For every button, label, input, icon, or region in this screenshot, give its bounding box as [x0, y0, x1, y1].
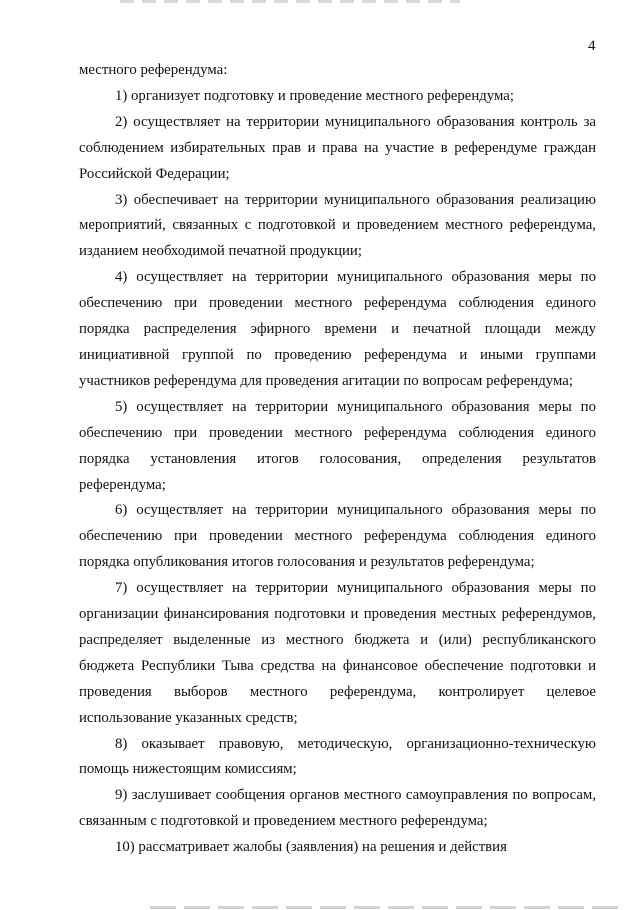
- page-number: 4: [588, 38, 596, 54]
- document-body: [79, 58, 596, 861]
- list-item-8: 8) оказывает правовую, методическую, организационно-техническую помощь нижестоящим комиссиям;: [79, 735, 596, 778]
- paragraph-continuation: местного референдума:: [79, 62, 228, 78]
- scan-artifact-bottom: [150, 906, 620, 909]
- list-item-9: 9) заслушивает сообщения органов местного самоуправления по вопросам, связанным с подготовкой и проведением местного референдума;: [79, 787, 596, 830]
- list-item-7: 7) осуществляет на территории муниципального образования меры по организации финансирования подготовки и проведения местных референдумов, распределяет выделенные из местного бюджета и (или) республиканского бюджета Республики Тыва средства на финансовое обеспечение подготовки и проведения выборов местного референдума, контролирует целевое использование указанных средств;: [79, 580, 596, 726]
- list-item-1: 1) организует подготовку и проведение местного референдума;: [115, 87, 514, 104]
- list-item-10: 10) рассматривает жалобы (заявления) на решения и действия: [115, 839, 507, 856]
- list-item-5: 5) осуществляет на территории муниципального образования меры по обеспечению при проведении местного референдума соблюдения единого порядка установления итогов голосования, определения результатов референдума;: [79, 398, 596, 493]
- list-item-6: 6) осуществляет на территории муниципального образования меры по обеспечению при проведении местного референдума соблюдения единого порядка опубликования итогов голосования и результатов референдума;: [79, 502, 596, 571]
- scan-artifact-top: [120, 0, 460, 3]
- list-item-2: 2) осуществляет на территории муниципального образования контроль за соблюдением избирательных прав и права на участие в референдуме граждан Российской Федерации;: [79, 113, 596, 182]
- list-item-3: 3) обеспечивает на территории муниципального образования реализацию мероприятий, связанных с подготовкой и проведением местного референдума, изданием необходимой печатной продукции;: [79, 191, 596, 260]
- list-item-4: 4) осуществляет на территории муниципального образования меры по обеспечению при проведении местного референдума соблюдения единого порядка распределения эфирного времени и печатной площади между инициативной группой по проведению референдума и иными группами участников референдума для проведения агитации по вопросам референдума;: [79, 269, 596, 389]
